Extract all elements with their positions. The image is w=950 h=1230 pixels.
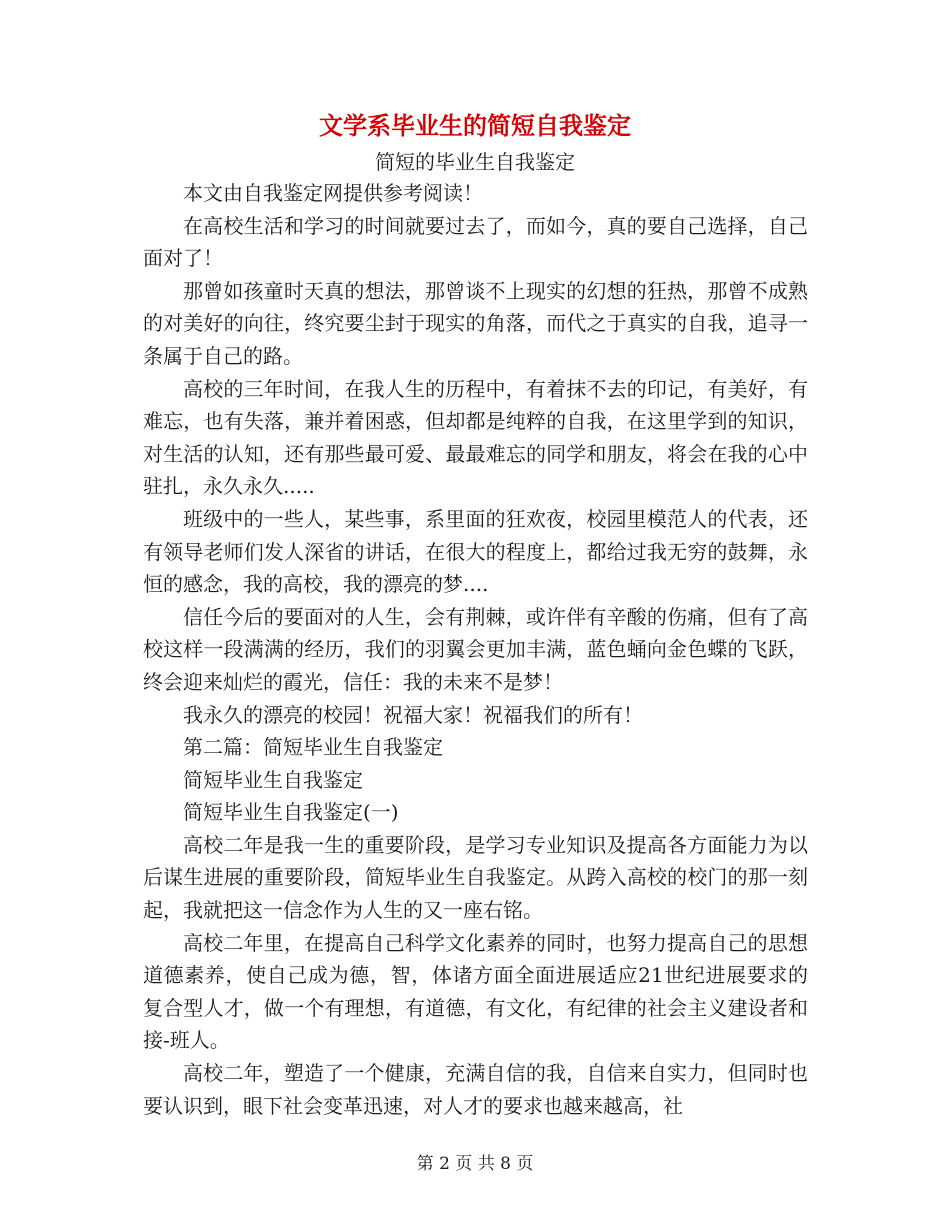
paragraph: 高校二年是我一生的重要阶段，是学习专业知识及提高各方面能力为以后谋生进展的重要阶段，简短毕业生自我鉴定。从跨入高校的校门的那一刻起，我就把这一信念作为人生的又一座右铭。 [143,832,808,923]
paragraph: 那曾如孩童时天真的想法，那曾谈不上现实的幻想的狂热，那曾不成熟的对美好的向往，终究要尘封于现实的角落，而代之于真实的自我，追寻一条属于自己的路。 [143,278,808,368]
page-footer: 第 2 页 共 8 页 [416,1154,534,1174]
paragraph: 高校二年，塑造了一个健康，充满自信的我，自信来自实力，但同时也要认识到，眼下社会变革迅速，对人才的要求也越来越高，社 [143,1061,808,1118]
document-body [143,177,808,1122]
paragraph: 信任今后的要面对的人生，会有荆棘，或许伴有辛酸的伤痛，但有了高校这样一段满满的经历，我们的羽翼会更加丰满，蓝色蛹向金色蝶的飞跃，终会迎来灿烂的霞光，信任：我的未来不是梦！ [143,604,808,694]
paragraph: 高校的三年时间，在我人生的历程中，有着抹不去的印记，有美好，有难忘，也有失落，兼并着困惑，但却都是纯粹的自我，在这里学到的知识，对生活的认知，还有那些最可爱、最最难忘的同学和朋友，将会在我的心中驻扎，永久永久..... [143,376,808,499]
paragraph: 班级中的一些人，某些事，系里面的狂欢夜，校园里模范人的代表，还有领导老师们发人深省的讲话，在很大的程度上，都给过我无穷的鼓舞，永恒的感念，我的高校，我的漂亮的梦.... [143,506,808,597]
paragraph: 简短毕业生自我鉴定 [183,767,363,792]
document-title: 文学系毕业生的简短自我鉴定 [319,112,631,140]
section-heading: 第二篇：简短毕业生自我鉴定 [183,735,443,760]
paragraph: 高校二年里，在提高自己科学文化素养的同时，也努力提高自己的思想道德素养，使自己成为德，智，体诸方面全面进展适应21世纪进展要求的复合型人才，做一个有理想，有道德，有文化，有纪律的社会主义建设者和接-班人。 [143,930,808,1053]
paragraph: 在高校生活和学习的时间就要过去了，而如今，真的要自己选择，自己面对了！ [143,213,808,271]
paragraph: 本文由自我鉴定网提供参考阅读！ [183,181,483,205]
document-subtitle: 简短的毕业生自我鉴定 [375,150,575,174]
paragraph: 我永久的漂亮的校园！祝福大家！祝福我们的所有！ [183,702,643,727]
paragraph: 简短毕业生自我鉴定(一) [183,800,399,825]
